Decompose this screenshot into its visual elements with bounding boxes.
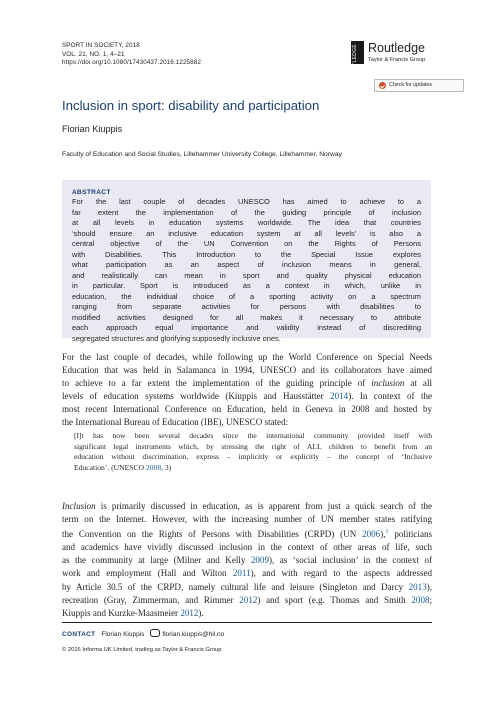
quote-line: education without discrimination, express – implicitly or explicitly – the concept of ‘Inclusive (74, 452, 432, 462)
text-line: Inclusion is primarily discussed in education, as is apparent from just a quick search of the (62, 501, 432, 511)
abstract-line: each approach equal importance and validity instead of discrediting (72, 323, 421, 332)
contact-email-link[interactable]: florian.kiuppis@hil.no (162, 631, 225, 638)
text-line: by Article 30.5 of the CRPD, namely cultural life and leisure (Singleton and Darcy 2013), (62, 581, 432, 592)
text-line: the International Bureau of Education (IBE), UNESCO stated: (62, 417, 289, 428)
abstract-line: For the last couple of decades UNESCO has aimed to achieve to a (72, 197, 421, 206)
text-line: term on the Internet. However, with the increasing number of UN member states ratifying (62, 514, 432, 525)
text-line: Education that was held in Salamanca in 1994, UNESCO and its collaborators have aimed (62, 365, 432, 376)
quote-line: [I]t has now been several decades since the international community provided itself with (74, 431, 432, 440)
abstract-text (72, 197, 421, 344)
abstract-line: what participation as an aspect of inclusion means in general, (72, 260, 421, 269)
block-quote (74, 431, 432, 473)
emphasis-inclusion: Inclusion (62, 501, 96, 511)
check-updates-label: Check for updates (389, 82, 432, 88)
emphasis-inclusion: inclusion (371, 378, 405, 389)
text-line: most recent International Conference on Education, held in Geneva in 2008 and hosted by (62, 404, 432, 415)
body-paragraph-2 (62, 500, 432, 620)
citation-link[interactable]: 2014 (330, 391, 349, 402)
text-line: For the last couple of decades, while following up the World Conference on Special Needs (62, 352, 432, 362)
abstract-line: segregated structures and glorifying supposedly inclusive ones. (72, 333, 281, 343)
text-line: levels of education systems worldwide (Kiuppis and Hausstätter 2014). In context of the (62, 391, 432, 402)
abstract-line: ranging from separate activities for persons with disabilities to (72, 302, 421, 311)
abstract-line: education, the individual choice of a sporting activity on a spectrum (72, 291, 421, 301)
citation-link[interactable]: 2006 (362, 529, 381, 540)
journal-name: SPORT IN SOCIETY, 2018 (62, 42, 140, 49)
citation-link[interactable]: 2009 (250, 555, 269, 566)
abstract-line: far extent the implementation of the guiding principle of inclusion (72, 207, 421, 217)
abstract-heading: ABSTRACT (72, 189, 111, 196)
copyright-notice: © 2016 Informa UK Limited, trading as Taylor & Francis Group (62, 647, 222, 653)
footnote-marker[interactable]: 1 (385, 529, 389, 536)
text-line: as the community at large (Milner and Kelly 2009), as ‘social inclusion’ in the context of (62, 555, 433, 566)
quote-line: Education’. (UNESCO 2008, 3) (74, 462, 172, 472)
check-for-updates-button[interactable] (374, 79, 464, 92)
article-title: Inclusion in sport: disability and participation (62, 98, 320, 113)
contact-line (62, 629, 224, 638)
text-line: the Convention on the Rights of Persons with Disabilities (CRPD) (UN 2006),$^1$ politicians (62, 529, 433, 540)
author-affiliation: Faculty of Education and Social Studies, Lillehammer University College, Lillehammer, Norway (62, 151, 342, 158)
abstract-line: with Disabilities. This Introduction to the Special Issue explores (72, 249, 421, 259)
journal-doi-link[interactable]: https://doi.org/10.1080/17430437.2016.1225882 (62, 59, 201, 67)
abstract-line: modified activities designed for all makes it necessary to attribute (72, 312, 421, 322)
citation-link[interactable]: 2013 (408, 581, 427, 592)
check-updates-icon (379, 82, 386, 89)
citation-link[interactable]: 2012 (180, 607, 199, 618)
body-paragraph-1 (62, 351, 432, 430)
text-line: Kiuppis and Kurzke-Maasmeier 2012). (62, 607, 204, 618)
article-author: Florian Kiuppis (62, 124, 123, 134)
text-line: work and employment (Hall and Wilton 2011), and with regard to the aspects addressed (62, 568, 433, 579)
journal-volume: VOL. 21, NO. 1, 4–21 (62, 50, 125, 58)
abstract-box (62, 180, 431, 343)
text-line: and academics have vividly discussed inclusion in the context of other areas of life, such (62, 542, 432, 553)
abstract-line: central objective of the UN Convention on the Rights of Persons (72, 239, 421, 248)
abstract-line: at all levels in education systems worldwide. The idea that countries (72, 218, 421, 227)
citation-link[interactable]: 2011 (232, 568, 251, 579)
text-line: to achieve to a far extent the implementation of the guiding principle of inclusion at all (62, 378, 432, 389)
citation-link[interactable]: 2008 (411, 594, 430, 605)
abstract-line: ‘should ensure an inclusive education system at all levels’ is also a (72, 228, 421, 238)
text-line: recreation (Gray, Zimmerman, and Rimmer 2012) and sport (e.g. Thomas and Smith 2008; (62, 594, 432, 605)
quote-line: significant legal instruments which, by stressing the right of ALL children to benefit from an (74, 441, 432, 451)
email-icon (150, 629, 160, 637)
journal-info (62, 42, 201, 68)
footer-divider (62, 622, 432, 623)
abstract-line: and realistically can mean in sport and quality physical education (72, 270, 421, 280)
contact-label: CONTACT (62, 631, 96, 638)
publisher-name: Routledge (368, 41, 425, 55)
publisher-logo (351, 41, 441, 78)
routledge-mark-icon: ROUTLEDGE (351, 41, 364, 64)
citation-link[interactable]: 2008 (145, 462, 162, 472)
publisher-group: Taylor & Francis Group (368, 57, 426, 63)
citation-link[interactable]: 2012 (239, 594, 258, 605)
contact-name: Florian Kiuppis (101, 631, 145, 638)
abstract-line: in particular. Sport is introduced as a context in which, unlike in (72, 281, 421, 290)
